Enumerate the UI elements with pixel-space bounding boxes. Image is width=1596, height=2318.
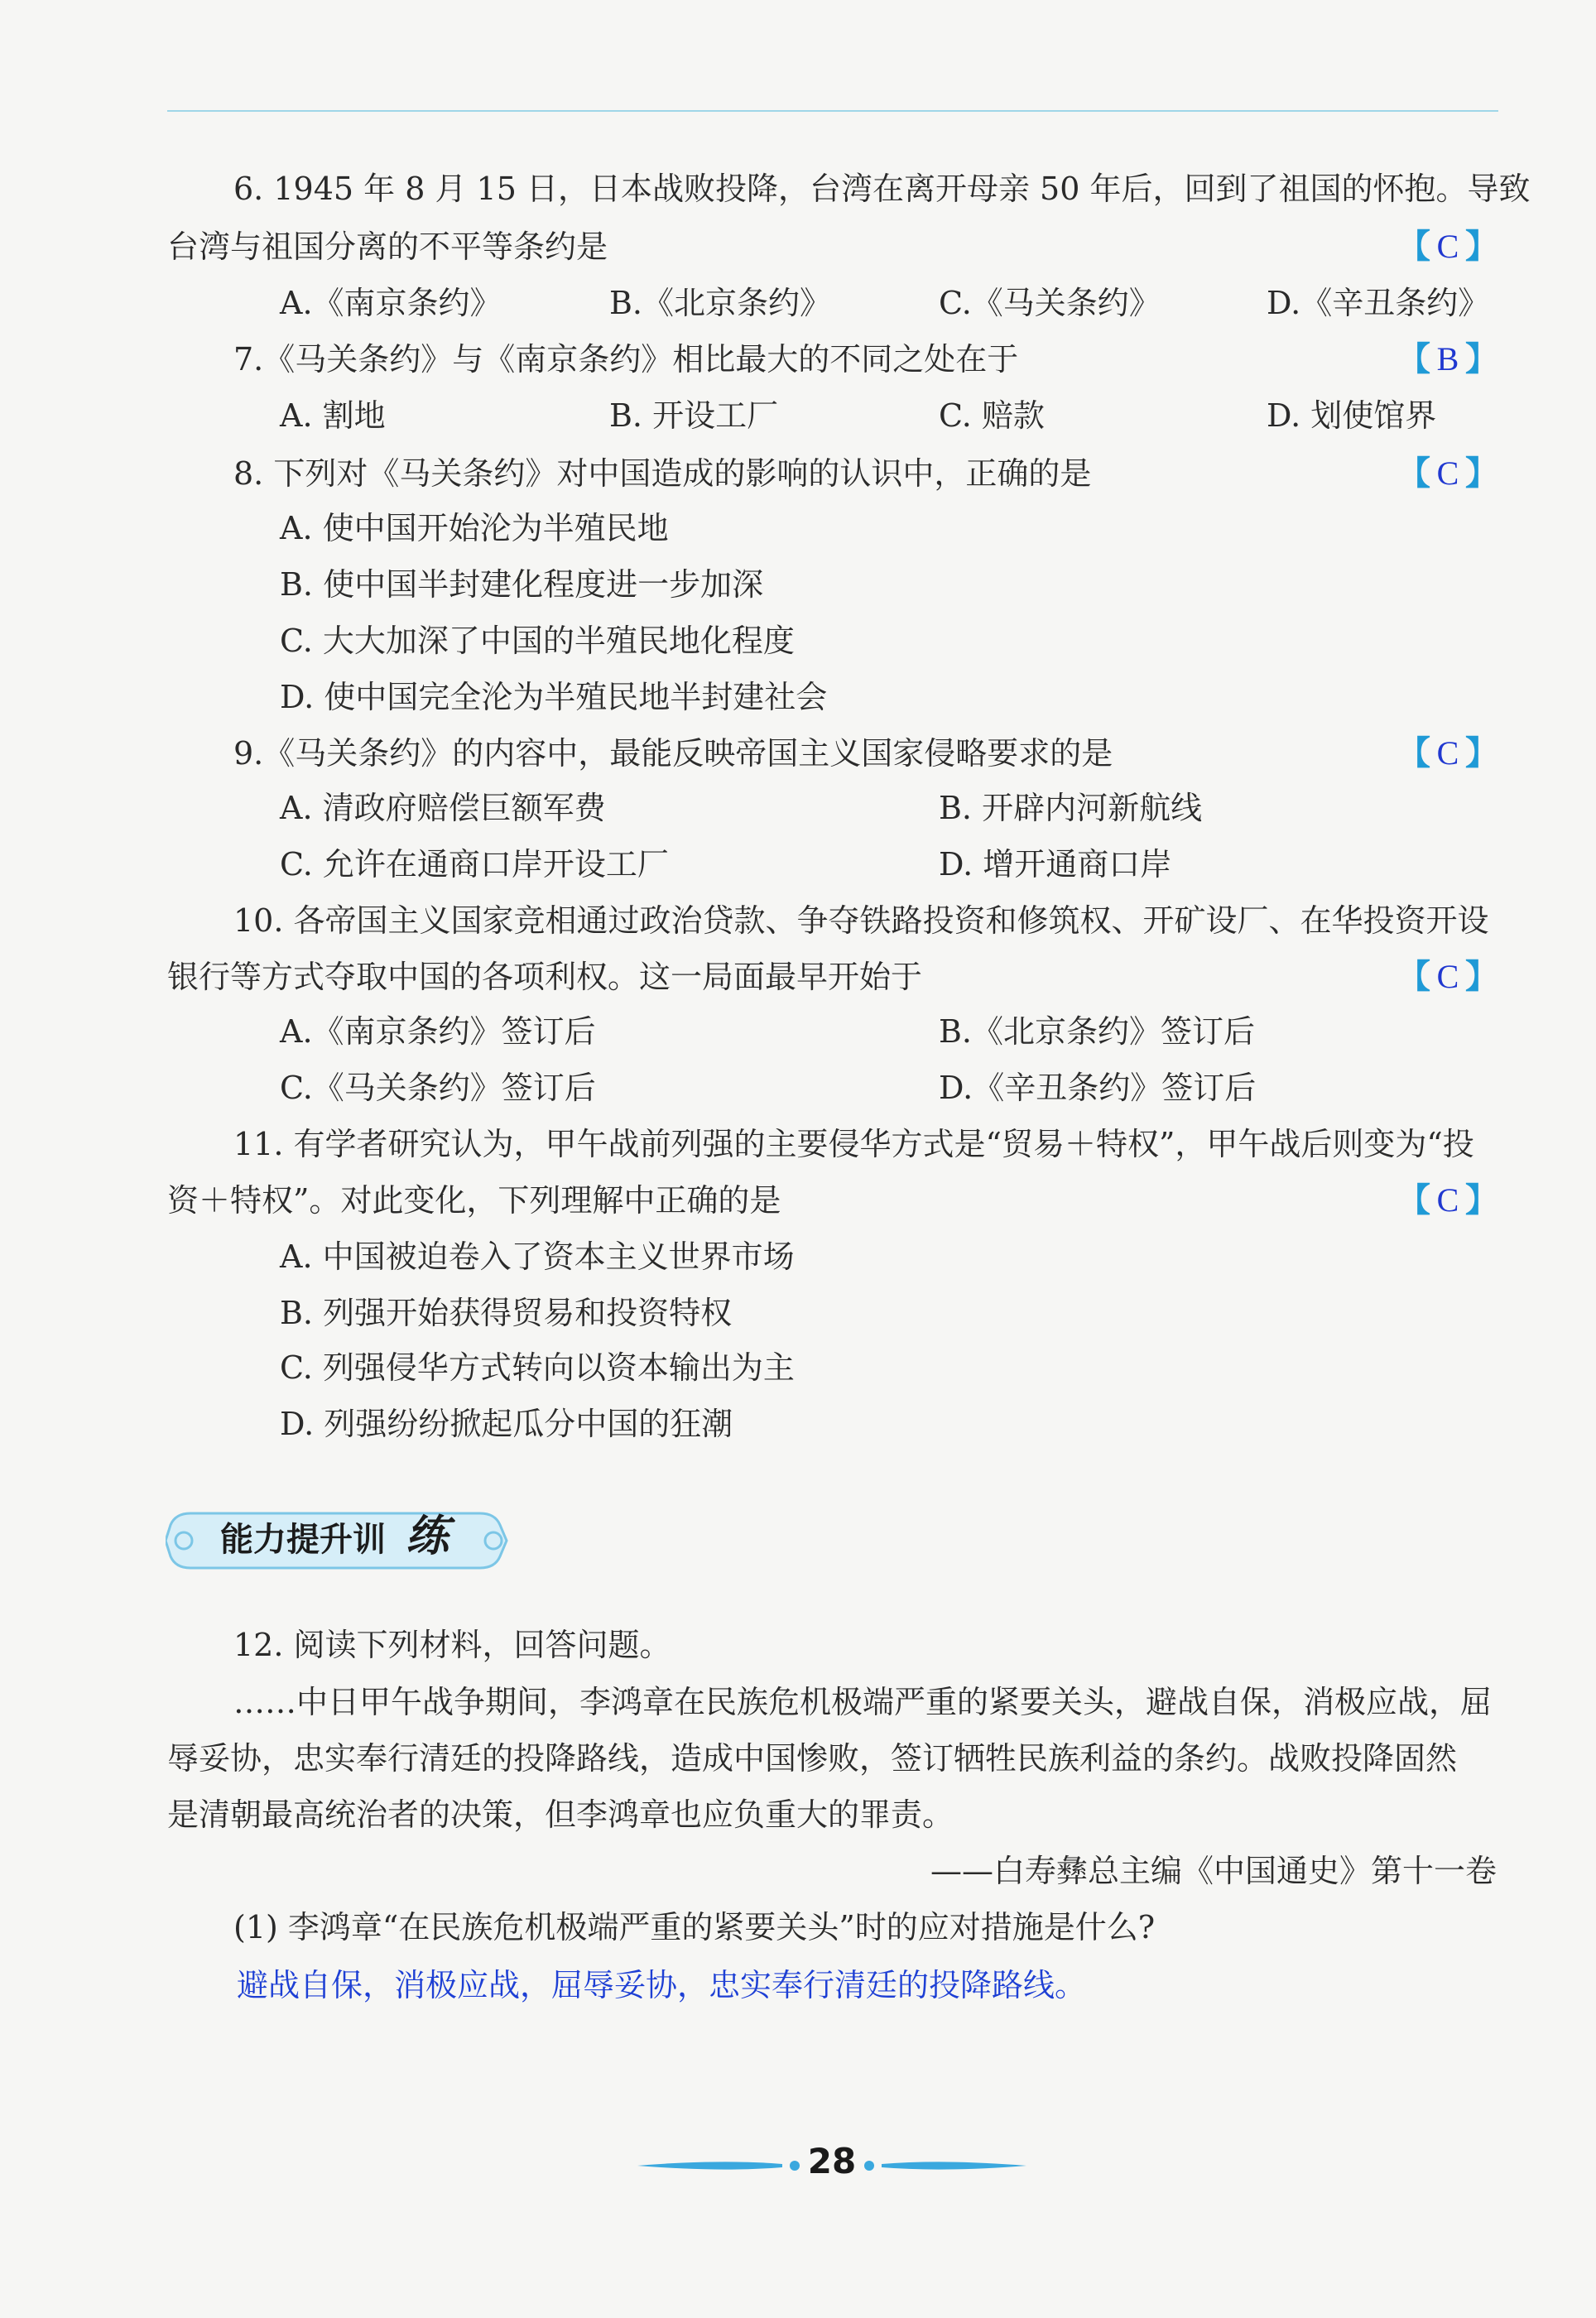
- question-10-stem-line-1: 10. 各帝国主义国家竞相通过政治贷款、争夺铁路投资和修筑权、开矿设厂、在华投资开设: [233, 902, 1489, 939]
- page-footer: [637, 2136, 1026, 2194]
- question-6-stem-line-1: 6. 1945 年 8 月 15 日，日本战败投降，台湾在离开母亲 50 年后，回到了祖国的怀抱。导致: [233, 171, 1531, 207]
- material-line-1: ……中日甲午战争期间，李鸿章在民族危机极端严重的紧要关头，避战自保，消极应战，屈: [233, 1684, 1493, 1720]
- option-c: C. 赔款: [939, 397, 1045, 434]
- answer-bracket-7: 【 B 】: [1397, 340, 1498, 378]
- option-b: B. 开辟内河新航线: [939, 790, 1203, 826]
- question-8-option-b: B. 使中国半封建化程度进一步加深: [280, 566, 764, 603]
- material-line-3: 是清朝最高统治者的决策，但李鸿章也应负重大的罪责。: [167, 1796, 954, 1833]
- material-source: ——白寿彝总主编《中国通史》第十一卷: [930, 1853, 1497, 1889]
- question-10-options-row-2: [0, 1061, 1596, 1114]
- sub-question-1-answer: 避战自保，消极应战，屈辱妥协，忠实奉行清廷的投降路线。: [237, 1967, 1087, 2003]
- question-11-option-a: A. 中国被迫卷入了资本主义世界市场: [280, 1238, 795, 1275]
- question-7-options: [0, 389, 1596, 442]
- question-9-options-row-1: [0, 781, 1596, 834]
- section-title: 能力提升训: [220, 1521, 386, 1559]
- option-a: A. 割地: [280, 397, 386, 434]
- answer-bracket-9: 【 C 】: [1397, 734, 1498, 772]
- option-d: D. 划使馆界: [1267, 397, 1437, 434]
- answer-bracket-6: 【 C 】: [1397, 228, 1498, 266]
- page-number: 28: [807, 2141, 857, 2181]
- question-8-option-c: C. 大大加深了中国的半殖民地化程度: [280, 623, 795, 659]
- question-12-stem: 12. 阅读下列材料，回答问题。: [233, 1627, 671, 1663]
- option-b: B. 开设工厂: [609, 397, 779, 434]
- option-a: A. 清政府赔偿巨额军费: [280, 790, 606, 826]
- question-8-stem: 8. 下列对《马关条约》对中国造成的影响的认识中，正确的是 【 C 】: [0, 447, 1596, 500]
- sub-question-1: (1) 李鸿章“在民族危机极端严重的紧要关头”时的应对措施是什么?: [233, 1909, 1156, 1945]
- option-d: D.《辛丑条约》签订后: [939, 1070, 1257, 1106]
- option-a: A.《南京条约》签订后: [280, 1013, 596, 1050]
- question-8-option-d: D. 使中国完全沦为半殖民地半封建社会: [280, 679, 828, 715]
- question-7-stem: 7.《马关条约》与《南京条约》相比最大的不同之处在于 【 B 】: [0, 333, 1596, 386]
- section-banner: [166, 1507, 513, 1575]
- option-c: C.《马关条约》签订后: [280, 1070, 596, 1106]
- section-title-emphasis: 练: [406, 1511, 449, 1561]
- material-line-2: 辱妥协，忠实奉行清廷的投降路线，造成中国惨败，签订牺牲民族利益的条约。战败投降固然: [167, 1740, 1458, 1777]
- question-11-option-b: B. 列强开始获得贸易和投资特权: [280, 1295, 733, 1331]
- option-c: C. 允许在通商口岸开设工厂: [280, 846, 669, 882]
- question-11-stem-line-2: 资＋特权”。对此变化，下列理解中正确的是 【 C 】: [0, 1174, 1596, 1227]
- answer-bracket-11: 【 C 】: [1397, 1181, 1498, 1219]
- option-d: D. 增开通商口岸: [939, 846, 1172, 882]
- question-10-options-row-1: [0, 1005, 1596, 1058]
- question-8-option-a: A. 使中国开始沦为半殖民地: [280, 510, 669, 546]
- option-c: C.《马关条约》: [939, 285, 1161, 321]
- question-9-stem: 9.《马关条约》的内容中，最能反映帝国主义国家侵略要求的是 【 C 】: [0, 727, 1596, 780]
- question-10-stem-line-2: 银行等方式夺取中国的各项利权。这一局面最早开始于 【 C 】: [0, 950, 1596, 1003]
- option-b: B.《北京条约》: [609, 285, 832, 321]
- question-11-option-c: C. 列强侵华方式转向以资本输出为主: [280, 1349, 795, 1386]
- header-rule: [167, 110, 1498, 112]
- question-11-option-d: D. 列强纷纷掀起瓜分中国的狂潮: [280, 1406, 733, 1442]
- option-b: B.《北京条约》签订后: [939, 1013, 1256, 1050]
- question-11-stem-line-1: 11. 有学者研究认为，甲午战前列强的主要侵华方式是“贸易＋特权”，甲午战后则变为“投: [233, 1126, 1474, 1162]
- option-a: A.《南京条约》: [280, 285, 502, 321]
- question-6-stem-line-2: 台湾与祖国分离的不平等条约是 【 C 】: [0, 220, 1596, 273]
- answer-bracket-10: 【 C 】: [1397, 958, 1498, 996]
- question-6-options: [0, 277, 1596, 329]
- question-9-options-row-2: [0, 838, 1596, 891]
- option-d: D.《辛丑条约》: [1267, 285, 1490, 321]
- answer-bracket-8: 【 C 】: [1397, 454, 1498, 493]
